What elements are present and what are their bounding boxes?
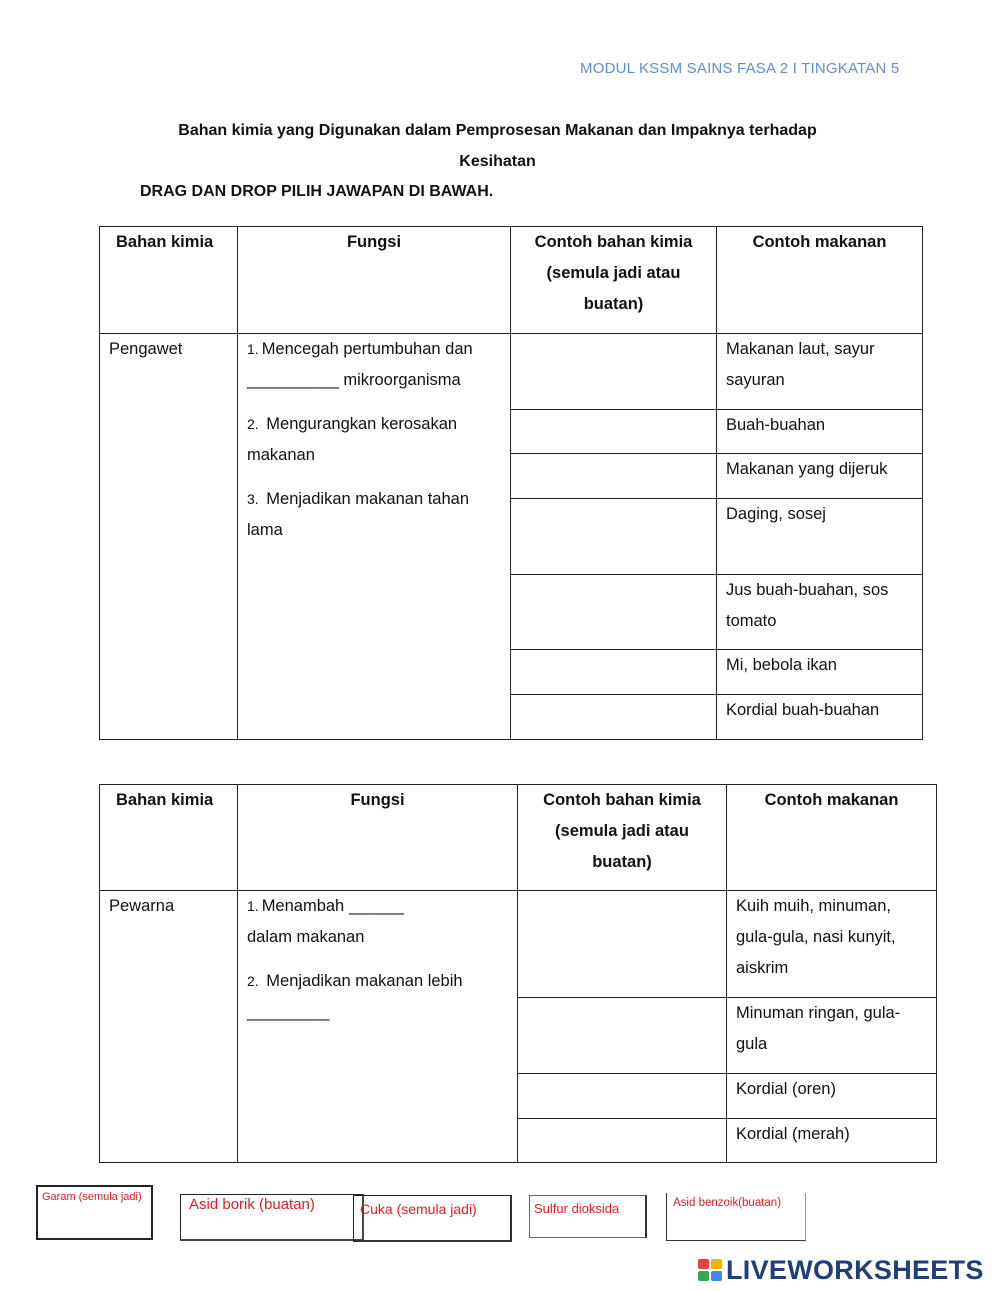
worksheet-title-line2: Kesihatan (459, 153, 536, 170)
brand-name: LIVEWORKSHEETS (726, 1254, 984, 1285)
col-header-contoh-l3: buatan) (583, 295, 644, 313)
food-cell: Makanan yang dijeruk (717, 454, 923, 499)
col-header-contoh-l1: Contoh bahan kimia (543, 791, 701, 809)
col-header-makanan: Contoh makanan (727, 785, 937, 891)
answer-chip-asid-benzoik[interactable]: Asid benzoik(buatan) (666, 1193, 806, 1241)
drop-zone[interactable] (511, 695, 717, 740)
table-pewarna (99, 784, 937, 1163)
logo-square (711, 1271, 722, 1281)
drop-zone[interactable] (518, 998, 727, 1074)
col-header-contoh (518, 785, 727, 891)
module-header: MODUL KSSM SAINS FASA 2 I TINGKATAN 5 (580, 60, 900, 77)
food-cell: Makanan laut, sayur sayuran (717, 334, 923, 410)
logo-square (711, 1259, 722, 1269)
instruction-text: DRAG DAN DROP PILIH JAWAPAN DI BAWAH. (140, 183, 494, 200)
logo-square (698, 1271, 709, 1281)
table-pengawet (99, 226, 923, 740)
fungsi-item: 1. Menambah ______ (247, 897, 404, 915)
food-cell: Kordial buah-buahan (717, 695, 923, 740)
food-cell: Minuman ringan, gula- gula (727, 998, 937, 1074)
fungsi-cell (238, 891, 518, 1163)
col-header-bahan: Bahan kimia (100, 227, 238, 334)
drop-zone[interactable] (518, 1119, 727, 1163)
logo-mark-icon (698, 1259, 722, 1281)
drop-zone[interactable] (511, 650, 717, 695)
bahan-cell: Pengawet (100, 334, 238, 740)
col-header-contoh-l2: (semula jadi atau (555, 822, 689, 840)
drop-zone[interactable] (511, 575, 717, 650)
fungsi-item: 1. Mencegah pertumbuhan dan (247, 340, 473, 358)
fungsi-item: 2. Menjadikan makanan lebih (247, 972, 463, 990)
drop-zone[interactable] (518, 1074, 727, 1119)
col-header-makanan: Contoh makanan (717, 227, 923, 334)
worksheet-title-line1: Bahan kimia yang Digunakan dalam Pemprosesan Makanan dan Impaknya terhadap (178, 122, 817, 139)
drop-zone[interactable] (511, 334, 717, 410)
food-cell: Mi, bebola ikan (717, 650, 923, 695)
col-header-contoh (511, 227, 717, 334)
food-cell: Daging, sosej (717, 499, 923, 575)
fungsi-cell (238, 334, 511, 740)
food-cell: Jus buah-buahan, sos tomato (717, 575, 923, 650)
answer-chip-cuka[interactable]: Cuka (semula jadi) (353, 1195, 512, 1242)
fungsi-item-cont: _________ (247, 1003, 330, 1021)
fungsi-item-cont: dalam makanan (247, 928, 365, 946)
col-header-contoh-l2: (semula jadi atau (546, 264, 681, 282)
drop-zone[interactable] (511, 454, 717, 499)
drop-zone[interactable] (518, 891, 727, 998)
drop-zone[interactable] (511, 410, 717, 454)
col-header-fungsi: Fungsi (238, 227, 511, 334)
answer-chip-asid-borik[interactable]: Asid borik (buatan) (180, 1194, 364, 1241)
fungsi-item-cont: __________ mikroorganisma (247, 371, 461, 389)
food-cell: Buah-buahan (717, 410, 923, 454)
fungsi-item: 3. Menjadikan makanan tahan (247, 490, 470, 508)
food-cell: Kordial (merah) (727, 1119, 937, 1163)
col-header-contoh-l3: buatan) (592, 853, 652, 871)
logo-square (698, 1259, 709, 1269)
col-header-contoh-l1: Contoh bahan kimia (534, 233, 693, 251)
liveworksheets-logo (698, 1255, 984, 1285)
drop-zone[interactable] (511, 499, 717, 575)
fungsi-item-cont: makanan (247, 446, 315, 464)
col-header-fungsi: Fungsi (238, 785, 518, 891)
col-header-bahan: Bahan kimia (100, 785, 238, 891)
food-cell: Kuih muih, minuman, gula-gula, nasi kunyit, aiskrim (727, 891, 937, 998)
answer-chip-garam[interactable]: Garam (semula jadi) (36, 1185, 153, 1240)
fungsi-item-cont: lama (247, 521, 283, 539)
answer-chip-sulfur-dioksida[interactable]: Sulfur dioksida (529, 1195, 647, 1238)
fungsi-item: 2. Mengurangkan kerosakan (247, 415, 458, 433)
bahan-cell: Pewarna (100, 891, 238, 1163)
food-cell: Kordial (oren) (727, 1074, 937, 1119)
